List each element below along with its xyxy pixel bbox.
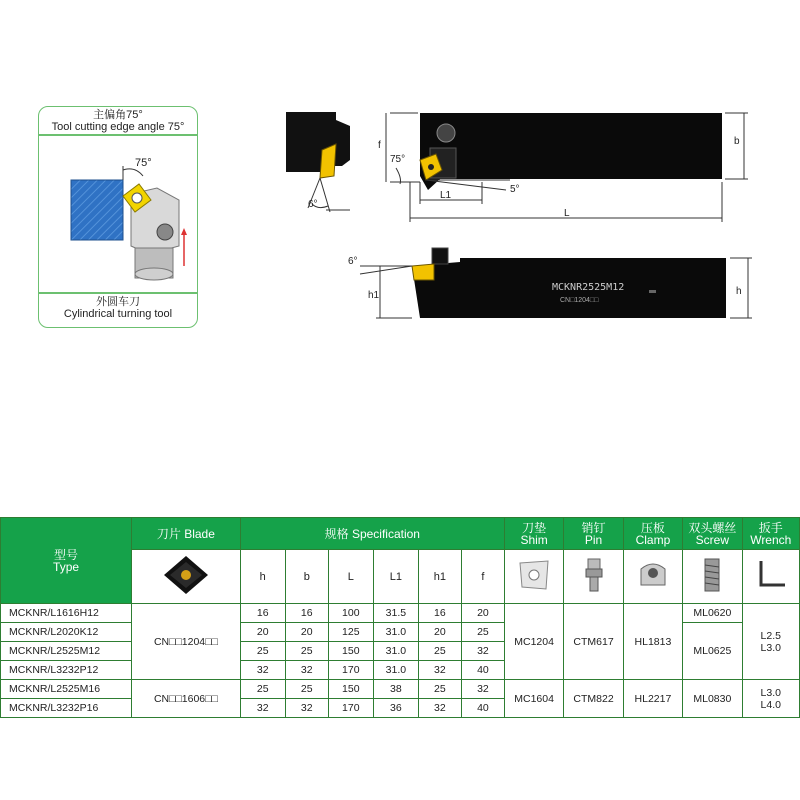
pin-image-cell: [564, 550, 623, 604]
spec-col-L: L: [328, 550, 373, 604]
cell-L: 150: [328, 642, 373, 661]
top-view-insert-hole: [428, 164, 434, 170]
col-wrench-en: Wrench: [750, 532, 792, 547]
cell-f: 32: [461, 642, 504, 661]
row-type: MCKNR/L3232P16: [1, 699, 132, 718]
card-illustration: [39, 136, 197, 294]
cell-h1: 25: [418, 680, 461, 699]
wrench-cell-16: [742, 680, 799, 718]
spec-col-f: f: [461, 550, 504, 604]
top-view-shank: [482, 113, 722, 179]
col-type-cn: 型号: [54, 547, 79, 562]
tool-shank-end: [135, 268, 173, 280]
side-view-diagram: [340, 240, 760, 322]
dim-h-label: h: [736, 286, 742, 297]
cell-b: 20: [285, 623, 328, 642]
col-clamp: [623, 518, 682, 550]
cell-h1: 32: [418, 661, 461, 680]
blade-cell-12: CN□□1204□□: [132, 604, 241, 680]
wrench-12-a: L2.5: [760, 629, 781, 642]
col-pin-cn: 销钉: [581, 520, 606, 535]
cell-b: 25: [285, 680, 328, 699]
wrench-16-b: L4.0: [760, 698, 781, 711]
feed-arrow-head: [181, 228, 187, 235]
cell-b: 16: [285, 604, 328, 623]
col-screw: [683, 518, 742, 550]
blade-cell-16: CN□□1606□□: [132, 680, 241, 718]
row-type: MCKNR/L2525M12: [1, 642, 132, 661]
cell-h: 16: [240, 604, 285, 623]
col-shim: [504, 518, 563, 550]
spec-col-b: b: [285, 550, 328, 604]
table-row: [1, 604, 800, 623]
top-view-screw: [437, 124, 455, 142]
cell-L1: 31.0: [373, 642, 418, 661]
shim-icon: [514, 555, 554, 595]
row-type: MCKNR/L1616H12: [1, 604, 132, 623]
cell-f: 20: [461, 604, 504, 623]
tool-angle-card: [38, 106, 198, 328]
cell-L: 170: [328, 699, 373, 718]
col-blade: 刀片 Blade: [132, 518, 241, 550]
cell-b: 25: [285, 642, 328, 661]
row-type: MCKNR/L2020K12: [1, 623, 132, 642]
cell-h: 32: [240, 699, 285, 718]
cell-h1: 32: [418, 699, 461, 718]
spec-col-h: h: [240, 550, 285, 604]
cell-L: 100: [328, 604, 373, 623]
angle-arc: [123, 169, 143, 176]
card-footer: [39, 296, 197, 320]
col-pin-en: Pin: [584, 532, 603, 547]
side-view-clamp: [432, 248, 448, 264]
table-header-row: [1, 518, 800, 550]
cell-L: 125: [328, 623, 373, 642]
cell-L1: 31.5: [373, 604, 418, 623]
col-type-en: Type: [53, 559, 80, 574]
cell-b: 32: [285, 699, 328, 718]
col-shim-cn: 刀垫: [522, 520, 547, 535]
screw-icon: [692, 555, 732, 595]
col-wrench-cn: 扳手: [758, 520, 783, 535]
cell-f: 25: [461, 623, 504, 642]
card-title-en: Tool cutting edge angle 75°: [51, 121, 185, 133]
blade-insert-icon: [156, 552, 216, 598]
side-angle-line: [360, 266, 412, 274]
col-clamp-cn: 压板: [640, 520, 665, 535]
clamp-cell-16: HL2217: [623, 680, 682, 718]
screw-cell-a: ML0620: [683, 604, 742, 623]
cell-L1: 36: [373, 699, 418, 718]
angle-75-label: 75°: [390, 154, 406, 165]
cell-h1: 16: [418, 604, 461, 623]
shim-cell-12: MC1204: [504, 604, 563, 680]
spec-col-L1: L1: [373, 550, 418, 604]
col-shim-en: Shim: [520, 532, 548, 547]
cell-h: 25: [240, 680, 285, 699]
cell-L1: 31.0: [373, 661, 418, 680]
cell-h1: 25: [418, 642, 461, 661]
angle5-line: [426, 180, 506, 190]
clamp-cell-12: HL1813: [623, 604, 682, 680]
workpiece-block: [71, 180, 123, 240]
dim-h1-label: h1: [368, 290, 380, 301]
dim-l1-label: L1: [440, 190, 452, 201]
side-view-marking-sub: CN□1204□□: [560, 297, 599, 304]
row-type: MCKNR/L3232P12: [1, 661, 132, 680]
side-view-insert: [412, 264, 434, 280]
screw-image-cell: [683, 550, 742, 604]
cell-h: 20: [240, 623, 285, 642]
col-specification: 规格 Specification: [240, 518, 504, 550]
card-title-cn: 主偏角75°: [93, 109, 143, 121]
dim-l-label: L: [564, 208, 570, 219]
wrench-cell-12: [742, 604, 799, 680]
wrench-icon: [751, 555, 791, 595]
angle-5-label: 5°: [510, 184, 520, 195]
pin-icon: [574, 555, 614, 595]
cell-h1: 20: [418, 623, 461, 642]
cell-L1: 31.0: [373, 623, 418, 642]
card-footer-cn: 外圆车刀: [96, 296, 140, 308]
pin-cell-12: CTM617: [564, 604, 623, 680]
side-angle-6: 6°: [348, 256, 358, 267]
cell-h: 32: [240, 661, 285, 680]
cell-f: 40: [461, 661, 504, 680]
cell-h: 25: [240, 642, 285, 661]
card-angle-label: 75°: [135, 157, 152, 169]
clamp-icon: [633, 555, 673, 595]
cell-b: 32: [285, 661, 328, 680]
table-row: [1, 680, 800, 699]
clamp-image-cell: [623, 550, 682, 604]
side-view-mark-dot: [649, 290, 656, 293]
side-view-marking: MCKNR2525M12: [552, 282, 625, 293]
wrench-image-cell: [742, 550, 799, 604]
shim-image-cell: [504, 550, 563, 604]
screw-cell-b: ML0625: [683, 623, 742, 680]
spec-col-h1: h1: [418, 550, 461, 604]
col-screw-en: Screw: [695, 532, 730, 547]
dim-f-label: f: [378, 140, 381, 151]
card-header: [39, 107, 197, 133]
spec-table: [0, 517, 800, 718]
front-angle-6: 6°: [308, 199, 318, 210]
wrench-12-b: L3.0: [760, 641, 781, 654]
cell-L: 170: [328, 661, 373, 680]
wrench-16-a: L3.0: [760, 686, 781, 699]
top-view-diagram: [270, 100, 760, 230]
cell-f: 40: [461, 699, 504, 718]
screw-cell-16: ML0830: [683, 680, 742, 718]
cell-L1: 38: [373, 680, 418, 699]
col-clamp-en: Clamp: [635, 532, 671, 547]
insert-hole: [132, 193, 142, 203]
col-screw-cn: 双头螺丝: [688, 520, 737, 535]
col-pin: [564, 518, 623, 550]
col-wrench: [742, 518, 799, 550]
card-divider-bottom: [39, 292, 197, 294]
row-type: MCKNR/L2525M16: [1, 680, 132, 699]
card-footer-en: Cylindrical turning tool: [63, 308, 173, 320]
cell-L: 150: [328, 680, 373, 699]
blade-image-cell: [132, 550, 241, 604]
cell-f: 32: [461, 680, 504, 699]
shim-cell-16: MC1604: [504, 680, 563, 718]
front-view-body: [286, 112, 350, 172]
col-type: [1, 518, 132, 604]
dim-b-label: b: [734, 136, 740, 147]
pin-cell-16: CTM822: [564, 680, 623, 718]
clamp-screw-icon: [157, 224, 173, 240]
